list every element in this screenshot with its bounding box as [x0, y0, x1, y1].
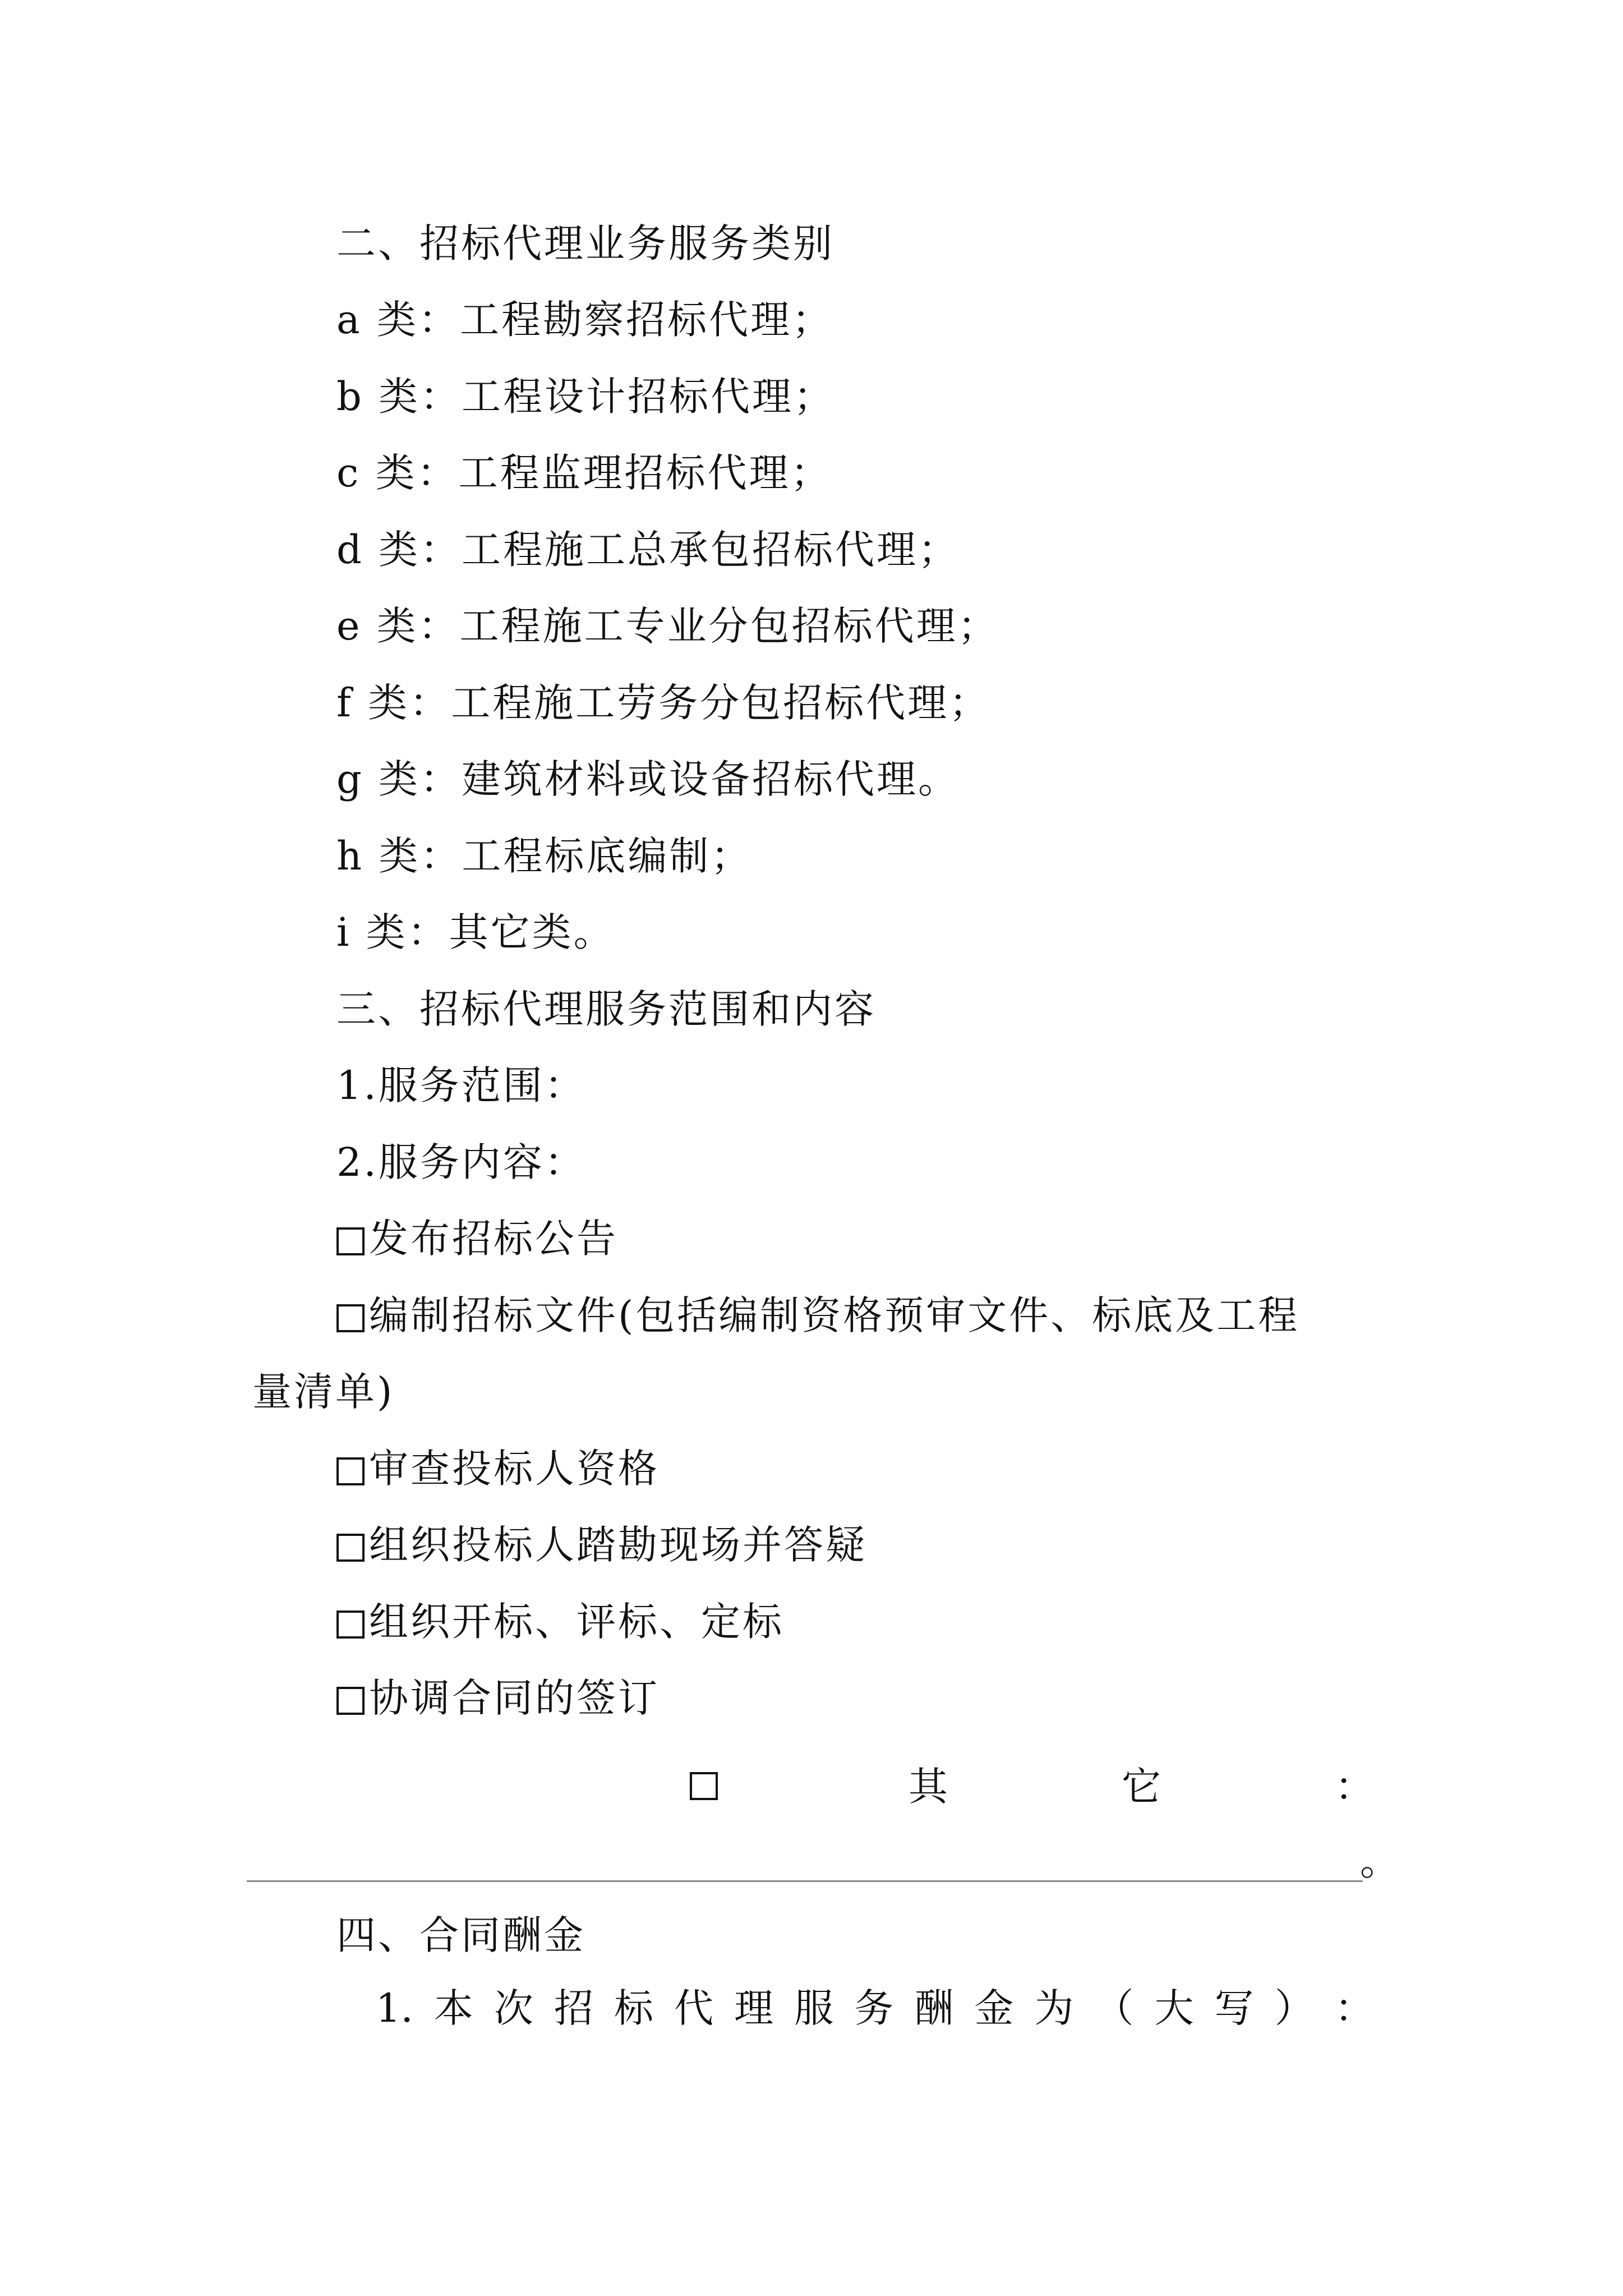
option-contract-signing[interactable] — [336, 1670, 660, 1726]
fee-char: 标 — [614, 1985, 654, 2031]
fee-char: ： — [1334, 1985, 1374, 2031]
service-category-i: i 类：其它类。 — [336, 909, 615, 955]
fee-char: 服 — [794, 1985, 834, 2031]
fee-char: 为 — [1034, 1985, 1074, 2031]
option-label: 组织开标、评标、定标 — [369, 1599, 784, 1645]
other-char: 其 — [909, 1764, 948, 1810]
service-category-g: g 类：建筑材料或设备招标代理。 — [336, 756, 960, 802]
other-end-punctuation: 。 — [1360, 1838, 1399, 1884]
checkbox-other[interactable] — [690, 1772, 718, 1800]
service-scope-label: 1.服务范围： — [336, 1062, 586, 1108]
section-4-heading: 四、合同酬金 — [336, 1912, 585, 1958]
service-category-f: f 类：工程施工劳务分包招标代理； — [336, 680, 991, 726]
fee-char: 本 — [434, 1985, 473, 2031]
checkbox-publish-notice[interactable] — [336, 1227, 365, 1255]
section-2-heading: 二、招标代理业务服务类别 — [336, 220, 834, 266]
option-label: 编制招标文件(包括编制资格预审文件、标底及工程 — [369, 1292, 1300, 1338]
option-prepare-tender-docs[interactable] — [336, 1287, 1299, 1343]
option-other[interactable] — [336, 1759, 1402, 1815]
fee-char: 大 — [1154, 1985, 1194, 2031]
checkbox-prepare-tender-docs[interactable] — [336, 1304, 365, 1332]
service-category-a: a 类：工程勘察招标代理； — [336, 297, 833, 343]
fee-char: 务 — [854, 1985, 894, 2031]
checkbox-review-bidders[interactable] — [336, 1457, 365, 1485]
option-site-visit[interactable] — [336, 1517, 867, 1573]
service-category-c: c 类：工程监理招标代理； — [336, 450, 832, 496]
fee-char: 金 — [974, 1985, 1014, 2031]
option-label: 组织投标人踏勘现场并答疑 — [369, 1522, 867, 1568]
checkbox-contract-signing[interactable] — [336, 1687, 365, 1715]
fee-char: 酬 — [914, 1985, 954, 2031]
option-review-bidders[interactable] — [336, 1441, 660, 1497]
fee-char: ） — [1274, 1985, 1314, 2031]
option-label: 审查投标人资格 — [369, 1446, 660, 1492]
service-category-d: d 类：工程施工总承包招标代理； — [336, 527, 960, 573]
option-label: 协调合同的签订 — [369, 1675, 660, 1721]
service-category-e: e 类：工程施工专业分包招标代理； — [336, 603, 999, 649]
fee-amount-line — [376, 1980, 1374, 2036]
checkbox-bid-opening[interactable] — [336, 1611, 365, 1639]
fee-char: 1. — [376, 1985, 413, 2031]
fee-char: 代 — [674, 1985, 714, 2031]
fee-char: 次 — [494, 1985, 533, 2031]
checkbox-site-visit[interactable] — [336, 1534, 365, 1562]
option-publish-notice[interactable] — [336, 1211, 618, 1267]
fee-char: （ — [1094, 1985, 1134, 2031]
other-char: ： — [1335, 1764, 1374, 1810]
option-prepare-tender-docs-continuation: 量清单) — [252, 1369, 395, 1415]
other-fill-in-line[interactable] — [247, 1880, 1363, 1882]
service-category-b: b 类：工程设计招标代理； — [336, 374, 836, 420]
service-content-label: 2.服务内容： — [336, 1139, 586, 1185]
section-3-heading: 三、招标代理服务范围和内容 — [336, 986, 876, 1032]
fee-char: 招 — [554, 1985, 593, 2031]
fee-char: 理 — [734, 1985, 774, 2031]
service-category-h: h 类：工程标底编制； — [336, 833, 753, 879]
option-bid-opening[interactable] — [336, 1594, 784, 1650]
other-char: 它 — [1122, 1764, 1161, 1810]
option-label: 发布招标公告 — [369, 1216, 618, 1262]
fee-char: 写 — [1214, 1985, 1254, 2031]
